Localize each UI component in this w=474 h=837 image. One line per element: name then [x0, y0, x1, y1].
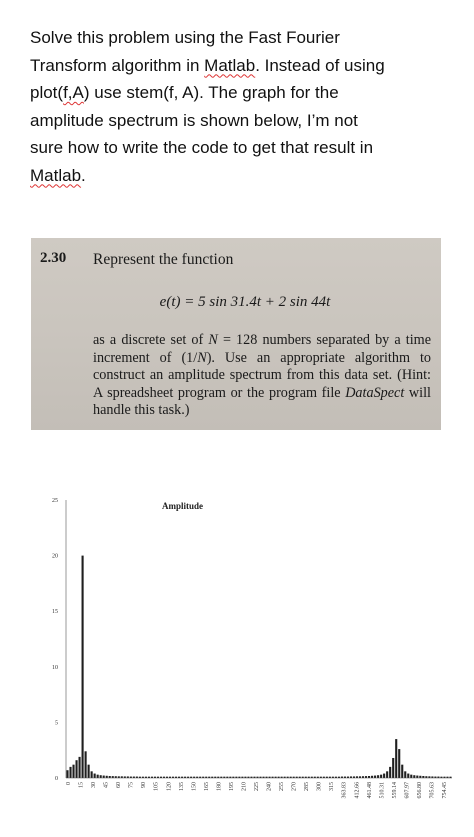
problem-heading: Represent the function	[93, 251, 234, 268]
x-tick-label: 285	[304, 782, 311, 791]
question-line-5: sure how to write the code to get that result in	[30, 138, 374, 157]
amplitude-bar	[69, 767, 71, 778]
amplitude-bar	[76, 760, 78, 778]
amplitude-bar	[392, 758, 394, 778]
amplitude-bar	[79, 757, 81, 778]
x-tick-label: 165	[203, 782, 210, 791]
x-tick-label: 210	[241, 782, 248, 791]
x-tick-label: 0	[66, 782, 72, 785]
amplitude-bar	[94, 774, 96, 778]
bar-series	[66, 556, 451, 778]
x-tick-label: 656.80	[416, 782, 423, 799]
amplitude-bar	[407, 774, 409, 778]
amplitude-bar	[106, 776, 108, 778]
chart-svg	[20, 492, 464, 832]
x-tick-label: 75	[128, 782, 135, 788]
x-tick-label: 510.31	[379, 782, 386, 799]
question-text	[30, 24, 450, 189]
x-tick-label: 705.63	[429, 782, 436, 799]
matlab-word-1: Matlab	[204, 55, 256, 75]
y-tick-label: 15	[52, 609, 58, 616]
x-tick-label: 363.83	[341, 782, 348, 799]
problem-paragraph: as a discrete set of N = 128 numbers separated by a time increment of (1/N). Use an appropriate algorithm to construct an amplitude spectrum from this data set. (Hint: A spreadsheet program or the program file DataSpect will handle this task.)	[93, 332, 431, 418]
y-tick-label: 25	[52, 498, 58, 504]
x-tick-label: 240	[266, 782, 273, 791]
textbook-excerpt-photo	[31, 238, 441, 430]
x-tick-label: 255	[279, 782, 286, 791]
x-tick-label: 315	[329, 782, 336, 791]
y-tick-label: 10	[52, 664, 58, 671]
amplitude-bar	[377, 775, 379, 778]
x-tick-label: 90	[141, 782, 148, 788]
amplitude-bar	[100, 775, 102, 778]
amplitude-bar	[404, 771, 406, 778]
x-axis	[66, 778, 452, 799]
amplitude-bar	[91, 771, 93, 778]
problem-equation: e(t) = 5 sin 31.4t + 2 sin 44t	[159, 294, 331, 310]
x-tick-label: 120	[166, 782, 173, 791]
x-tick-label: 270	[291, 782, 298, 791]
amplitude-bar	[97, 775, 99, 778]
amplitude-bar	[398, 749, 400, 778]
question-line-3b: ) use stem(f, A). The graph for the	[83, 83, 339, 102]
amplitude-bar	[103, 776, 105, 778]
amplitude-bar	[72, 765, 74, 778]
question-line-4: amplitude spectrum is shown below, I’m not	[30, 110, 358, 130]
amplitude-bar	[395, 739, 397, 778]
amplitude-bar	[419, 776, 421, 778]
matlab-word-2: Matlab	[30, 165, 82, 185]
x-tick-label: 180	[216, 782, 223, 791]
x-tick-label: 105	[153, 782, 160, 791]
amplitude-bar	[416, 776, 418, 778]
amplitude-bar	[374, 776, 376, 778]
x-tick-label: 135	[178, 782, 185, 791]
amplitude-bar	[85, 751, 87, 778]
x-tick-label: 225	[254, 782, 260, 791]
amplitude-bar	[383, 774, 385, 778]
x-tick-label: 607.97	[404, 782, 411, 799]
question-plot-call: plot(	[30, 83, 64, 102]
x-tick-label: 45	[103, 782, 110, 788]
amplitude-bar	[82, 556, 84, 778]
problem-number: 2.30	[40, 250, 67, 266]
amplitude-bar	[88, 765, 90, 778]
amplitude-bar	[401, 765, 403, 778]
y-tick-label: 0	[55, 776, 58, 782]
x-tick-label: 15	[78, 782, 85, 788]
x-tick-label: 30	[91, 782, 98, 788]
y-axis	[52, 498, 66, 782]
x-tick-label: 300	[316, 782, 323, 791]
amplitude-bar	[389, 767, 391, 778]
question-line-2b: . Instead of using	[255, 55, 385, 75]
x-tick-label: 150	[191, 782, 198, 791]
amplitude-bar	[66, 770, 68, 778]
amplitude-bar	[413, 775, 415, 778]
y-tick-label: 20	[52, 553, 58, 560]
plot-args: f,A	[63, 83, 84, 102]
question-line-2a: Transform algorithm in	[30, 55, 205, 75]
amplitude-bar	[371, 776, 373, 778]
question-period: .	[81, 165, 86, 185]
amplitude-bar	[386, 771, 388, 778]
chart-title: Amplitude	[162, 501, 204, 511]
amplitude-bar	[380, 775, 382, 778]
y-tick-label: 5	[55, 720, 58, 727]
amplitude-bar	[410, 775, 412, 778]
x-tick-label: 559.14	[391, 782, 398, 799]
x-tick-label: 195	[228, 782, 235, 791]
x-tick-label: 754.45	[442, 782, 448, 799]
x-tick-label: 461.48	[366, 782, 373, 799]
x-tick-label: 60	[116, 782, 123, 788]
question-line-1: Solve this problem using the Fast Fourier	[30, 28, 340, 47]
amplitude-spectrum-chart	[20, 492, 464, 832]
x-tick-label: 412.66	[354, 782, 361, 799]
